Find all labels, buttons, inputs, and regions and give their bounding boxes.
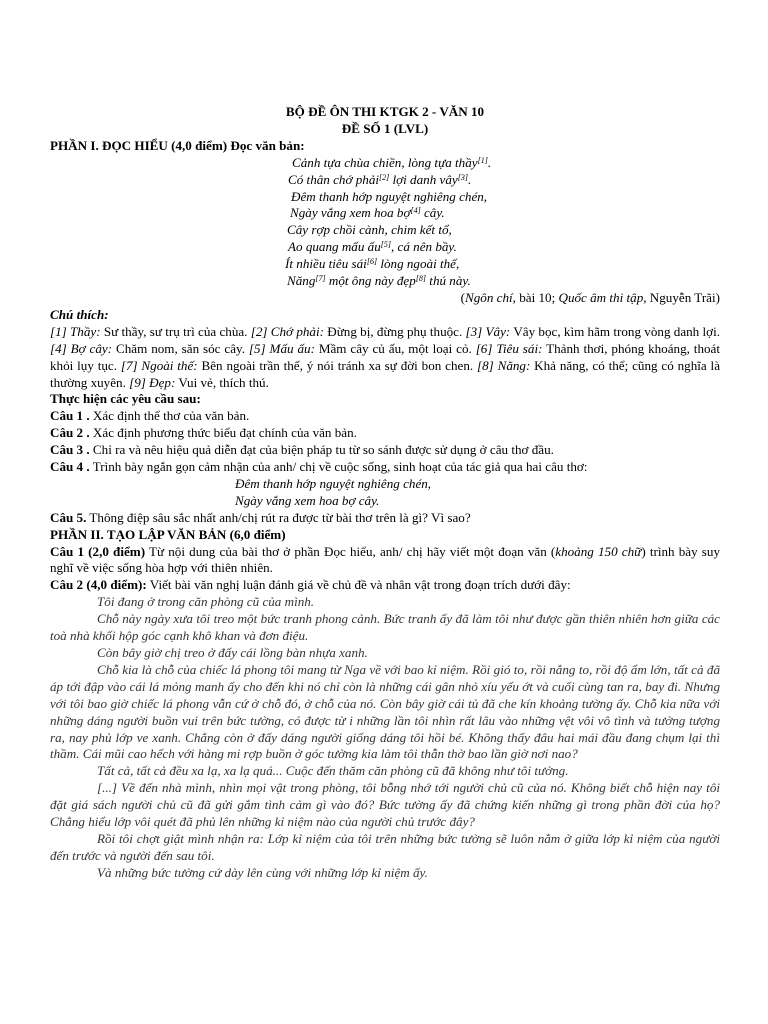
essay-question-1 <box>50 544 720 578</box>
excerpt-paragraph: Chỗ kia là chỗ của chiếc lá phong tôi mang từ Nga về với bao kỉ niệm. Rồi gió to, rồi nắng to, rồi độ ẩm lớn, tất cả đã áp tới đập vào cái lá mỏng manh ấy cho đến khi nó chỉ còn là những cái gân nhỏ xíu yếu ớt và cuối cùng tan ra, bay đi. Nhưng với tôi bao giờ chiếc lá phong vẫn cứ ở chỗ đó, ở chỗ của nó. Còn bây giờ cái tủ đã che kín khoảng tường ấy. Chỗ kia nữa với những dáng người buồn vui trên bức tường, có được từ i những lần tôi nhìn rất lâu vào những vệt vôi vô tình và tưởng tượng ra, nay phủ lớp ve xanh. Chẳng còn ở đấy dáng người giống dáng tôi hồi bé. Không thấy đâu hai mái đầu đang chụm lại thì thầm. Cái mũi cao hếch với hàng mi rợp buồn ở góc tường kia làm tôi thẫn thờ bao lần giờ nơi nao? <box>50 661 720 762</box>
question-4-label: Câu 4 . <box>50 459 90 475</box>
note-marker: [7] <box>315 274 326 284</box>
note-definition: Thảnh thơi, phóng khoáng, thoát khỏi lụy tục. <box>50 340 720 373</box>
poem-line-text: một ông này đẹp <box>325 273 416 289</box>
question-4-quote-line-1: Đêm thanh hớp nguyệt nghiêng chén, <box>235 475 432 491</box>
poem-line-text: Ao quang mấu ấu <box>288 239 381 255</box>
poem-line-text: lòng ngoài thế, <box>377 256 460 272</box>
poem-line-text: Ngày vắng xem hoa bợ <box>290 205 411 221</box>
source-collection: Quốc âm thi tập <box>558 289 644 305</box>
poem-line <box>50 256 720 273</box>
poem-line-text: , cá nên bầy. <box>390 239 457 255</box>
part1-heading: PHẦN I. ĐỌC HIỂU (4,0 điểm) Đọc văn bản: <box>50 137 305 153</box>
note-definition: Mầm cây củ ấu, một loại cỏ. <box>314 340 476 356</box>
poem-line <box>50 155 720 172</box>
excerpt-paragraph: Và những bức tường cứ dày lên cùng với những lớp kỉ niệm ấy. <box>97 864 428 880</box>
essay-question-1-label: Câu 1 (2,0 điểm) <box>50 543 146 559</box>
poem-line-text: Ít nhiều tiêu sái <box>285 256 367 272</box>
document-page <box>50 104 720 882</box>
note-definition: Bên ngoài trần thế, ý nói tránh xa sự đời bon chen. <box>197 357 477 373</box>
question-5 <box>50 510 720 527</box>
poem-line-text: cây. <box>420 205 445 221</box>
poem-line-text: Đêm thanh hớp nguyệt nghiêng chén, <box>291 188 488 204</box>
note-marker: [3] <box>457 172 468 182</box>
document-title: BỘ ĐỀ ÔN THI KTGK 2 - VĂN 10 <box>285 104 485 119</box>
note-term: [3] Vây: <box>465 323 511 339</box>
note-definition: Vây bọc, kìm hãm trong vòng danh lợi. <box>510 323 720 339</box>
note-term: [9] Đẹp: <box>129 374 176 390</box>
source-work: Ngôn chí <box>465 289 513 305</box>
source-open: ( <box>460 289 466 305</box>
poem-line-text: thú này. <box>426 273 471 289</box>
poem-line-text: Cảnh tựa chùa chiền, lòng tựa thầy <box>292 154 478 170</box>
question-4 <box>50 459 720 476</box>
poem-source <box>50 290 720 307</box>
question-3 <box>50 442 720 459</box>
essay-question-1-text-a: Từ nội dung của bài thơ ở phần Đọc hiểu, anh/ chị hãy viết một đoạn văn ( <box>145 543 556 559</box>
note-marker: [8] <box>415 274 427 284</box>
notes-heading-text: Chú thích: <box>50 306 109 322</box>
poem-line <box>50 189 720 206</box>
note-term: [1] Thầy: <box>50 323 101 339</box>
essay-question-1-text-b: ) trình bày suy nghĩ về việc sống hòa hợp với thiên nhiên. <box>50 543 720 576</box>
note-marker: [5] <box>380 240 391 250</box>
question-5-label: Câu 5. <box>50 509 87 525</box>
question-4-quote-line-2: Ngày vắng xem hoa bợ cây. <box>235 492 380 508</box>
excerpt-paragraph: [...] Về đến nhà mình, nhìn mọi vật trong phòng, tôi bỗng nhớ tới người chủ cũ của nó. Không biết chỗ hiện nay tôi đặt giá sách người chủ cũ đã gửi gắm tình cảm gì vào đó? Bức tường ấy đã chứng kiến những gì trong phần đời của họ? Chẳng hiểu lớp vôi quét đã phủ lên những kỉ niệm nào của người chủ trước đây? <box>50 780 720 830</box>
essay-question-1-length: khoảng 150 chữ <box>555 543 642 559</box>
question-3-text: Chỉ ra và nêu hiệu quả diễn đạt của biện pháp tu từ so sánh được sử dụng ở câu thơ đầu. <box>89 442 554 458</box>
document-subtitle: ĐỀ SỐ 1 (LVL) <box>341 120 429 136</box>
question-3-label: Câu 3 . <box>50 442 90 458</box>
excerpt-paragraph: Rồi tôi chợt giật mình nhận ra: Lớp kỉ niệm của tôi trên những bức tường sẽ luôn nằm ở giữa lớp kỉ niệm của người đến trước và người đến sau tôi. <box>50 830 720 863</box>
poem-line-text: . <box>487 154 492 170</box>
excerpt <box>50 594 720 881</box>
poem-line-text: lợi danh vây <box>389 171 458 187</box>
note-definition: Đừng bị, đừng phụ thuộc. <box>323 323 466 339</box>
question-2-text: Xác định phương thức biểu đạt chính của văn bản. <box>89 425 357 441</box>
question-2-label: Câu 2 . <box>50 425 90 441</box>
tasks-heading: Thực hiện các yêu cầu sau: <box>50 391 201 407</box>
source-author: , Nguyễn Trãi) <box>643 289 720 305</box>
note-marker: [1] <box>477 155 488 165</box>
poem-line-text: . <box>467 171 472 187</box>
note-term: [6] Tiêu sái: <box>475 340 543 356</box>
note-term: [5] Mấu ấu: <box>248 340 315 356</box>
question-1-label: Câu 1 . <box>50 408 90 424</box>
note-definition: Sư thầy, sư trụ trì của chùa. <box>100 323 251 339</box>
poem-line-text: Có thân chớ phải <box>288 171 380 187</box>
poem <box>50 155 720 290</box>
poem-line-text: Năng <box>287 273 316 289</box>
poem-line <box>50 273 720 290</box>
notes-paragraph <box>50 324 720 392</box>
poem-line <box>50 205 720 222</box>
question-4-text: Trình bày ngắn gọn cảm nhận của anh/ chị về cuộc sống, sinh hoạt của tác giả qua hai câu thơ: <box>89 459 588 475</box>
note-definition: Khả năng, có thể; cũng có nghĩa là thường xuyên. <box>50 357 721 390</box>
question-1-text: Xác định thể thơ của văn bản. <box>89 408 250 424</box>
essay-question-2 <box>50 577 720 594</box>
excerpt-paragraph: Tất cả, tất cả đều xa lạ, xa lạ quá... Cuộc đến thăm căn phòng cũ đã không như tôi tưởng. <box>97 763 569 779</box>
poem-line-text: Cây rợp chồi cành, chim kết tổ, <box>287 222 452 238</box>
poem-line <box>50 172 720 189</box>
part2-heading: PHẦN II. TẠO LẬP VĂN BẢN (6,0 điểm) <box>50 526 286 542</box>
essay-question-2-label: Câu 2 (4,0 điểm): <box>50 577 147 593</box>
poem-line <box>50 222 720 239</box>
poem-line <box>50 239 720 256</box>
note-term: [2] Chớ phải: <box>250 323 324 339</box>
note-marker: [6] <box>366 257 378 267</box>
note-term: [7] Ngoài thế: <box>120 357 198 373</box>
excerpt-paragraph: Chỗ này ngày xưa tôi treo một bức tranh phong cảnh. Bức tranh ấy đã làm tôi như được gần thiên nhiên hơn giữa các toà nhà khối hộp góc cạnh khô khan và đơn điệu. <box>50 611 720 644</box>
note-definition: Vui vẻ, thích thú. <box>175 374 269 390</box>
excerpt-paragraph: Còn bây giờ chị treo ở đấy cái lồng bàn nhựa xanh. <box>97 645 368 660</box>
question-2 <box>50 425 720 442</box>
note-definition: Chăm nom, săn sóc cây. <box>112 340 249 356</box>
note-marker: [4] <box>410 206 421 216</box>
excerpt-paragraph: Tôi đang ở trong căn phòng cũ của mình. <box>97 594 315 610</box>
notes-heading <box>50 307 720 324</box>
essay-question-2-text: Viết bài văn nghị luận đánh giá về chủ đề và nhân vật trong đoạn trích dưới đây: <box>146 577 571 593</box>
question-5-text: Thông điệp sâu sắc nhất anh/chị rút ra được từ bài thơ trên là gì? Vì sao? <box>86 509 471 525</box>
note-term: [8] Năng: <box>477 357 531 373</box>
note-term: [4] Bợ cây: <box>50 340 113 356</box>
question-1 <box>50 408 720 425</box>
note-marker: [2] <box>379 172 390 182</box>
source-mid: , bài 10; <box>512 289 559 305</box>
